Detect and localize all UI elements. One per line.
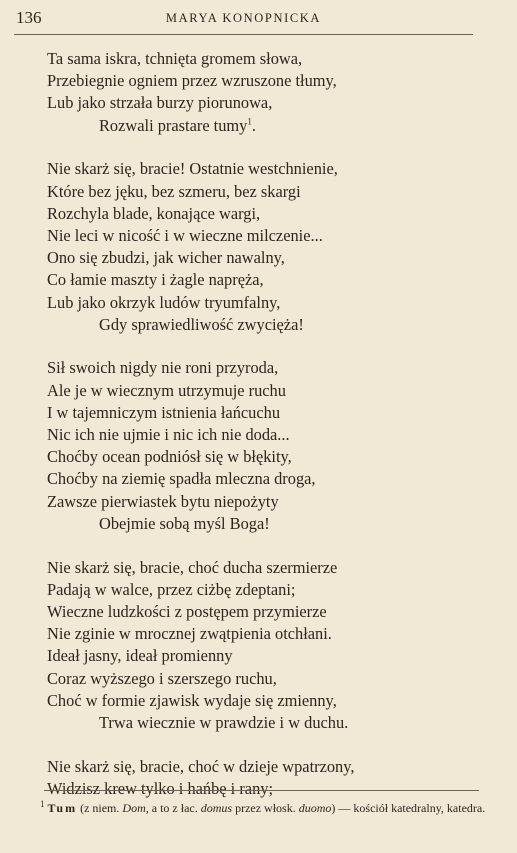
footnote-text: a to z łac. — [151, 801, 198, 815]
header-rule — [14, 34, 473, 35]
verse-line: Sił swoich nigdy nie roni przyroda, — [47, 358, 279, 378]
footnote-word: duomo — [298, 801, 332, 815]
verse-line: Ale je w wiecznym utrzymuje ruchu — [47, 380, 286, 400]
footnote-rule — [44, 790, 479, 791]
verse-line: Nie skarż się, bracie, choć ducha szermierze — [47, 557, 338, 577]
footnote — [16, 800, 487, 816]
verse-line: Lub jako okrzyk ludów tryumfalny, — [47, 292, 281, 312]
verse-line: Przebiegnie ogniem przez wzruszone tłumy, — [47, 71, 337, 91]
stanza-1 — [47, 48, 497, 137]
verse-line: Nie leci w nicość i w wieczne milczenie... — [47, 225, 323, 245]
verse-line: Zawsze pierwiastek bytu niepożyty — [47, 491, 279, 511]
footnote-term: Tum — [47, 801, 78, 815]
stanza-2 — [47, 158, 497, 336]
verse-line: Nic ich nie ujmie i nic ich nie doda... — [47, 425, 290, 445]
verse-line: Widzisz krew tylko i hańbę i rany; — [47, 778, 274, 798]
verse-line: Nie skarż się, bracie! Ostatnie westchnienie, — [47, 159, 338, 179]
verse-line: Ono się zbudzi, jak wicher nawalny, — [47, 248, 285, 268]
verse-line: Padają w walce, przez ciżbę zdeptani; — [47, 579, 296, 599]
verse-line: Rozchyla blade, konające wargi, — [47, 203, 261, 223]
verse-line: Które bez jęku, bez szmeru, bez skargi — [47, 181, 301, 201]
footnote-text: ) — kościół katedralny, katedra. — [331, 801, 486, 815]
verse-line: Choć w formie zjawisk wydaje się zmienny, — [47, 690, 337, 710]
footnote-marker: 1 — [247, 116, 252, 127]
footnote-word: Dom, — [122, 801, 149, 815]
page-number: 136 — [16, 8, 42, 27]
verse-line: Trwa wiecznie w prawdzie i w duchu. — [99, 712, 349, 732]
verse-line: Gdy sprawiedliwość zwycięża! — [99, 314, 304, 334]
verse-line: Wieczne ludzkości z postępem przymierze — [47, 601, 327, 621]
verse-end-punctuation: . — [251, 115, 256, 135]
verse-line: Nie zginie w mrocznej zwątpienia otchłani. — [47, 624, 332, 644]
verse-line: Choćby na ziemię spadła mleczna droga, — [47, 469, 316, 489]
footnote-text: przez włosk. — [235, 801, 296, 815]
footnote-text: (z niem. — [80, 801, 120, 815]
stanza-5 — [47, 756, 497, 800]
verse-line: Nie skarż się, bracie, choć w dzieje wpatrzony, — [47, 756, 355, 776]
running-head: MARYA KONOPNICKA — [165, 11, 322, 25]
poem — [47, 48, 497, 822]
verse-text: Rozwali prastare tumy — [99, 115, 248, 135]
footnote-word: domus — [200, 801, 233, 815]
footnote-mark: 1 — [40, 799, 45, 809]
verse-line: Ideał jasny, ideał promienny — [47, 646, 233, 666]
verse-line: Ta sama iskra, tchnięta gromem słowa, — [47, 49, 303, 68]
stanza-4 — [47, 557, 497, 735]
verse-line: Choćby ocean podniósł się w błękity, — [47, 447, 292, 467]
page-header — [16, 8, 471, 32]
verse-line: Co łamie maszty i żagle napręża, — [47, 270, 264, 290]
verse-line: Coraz wyższego i szerszego ruchu, — [47, 668, 277, 688]
stanza-3 — [47, 357, 497, 535]
verse-line — [47, 115, 497, 137]
verse-line: Obejmie sobą myśl Boga! — [99, 513, 270, 533]
verse-line: I w tajemniczym istnienia łańcuchu — [47, 402, 281, 422]
verse-line: Lub jako strzała burzy piorunowa, — [47, 93, 273, 113]
